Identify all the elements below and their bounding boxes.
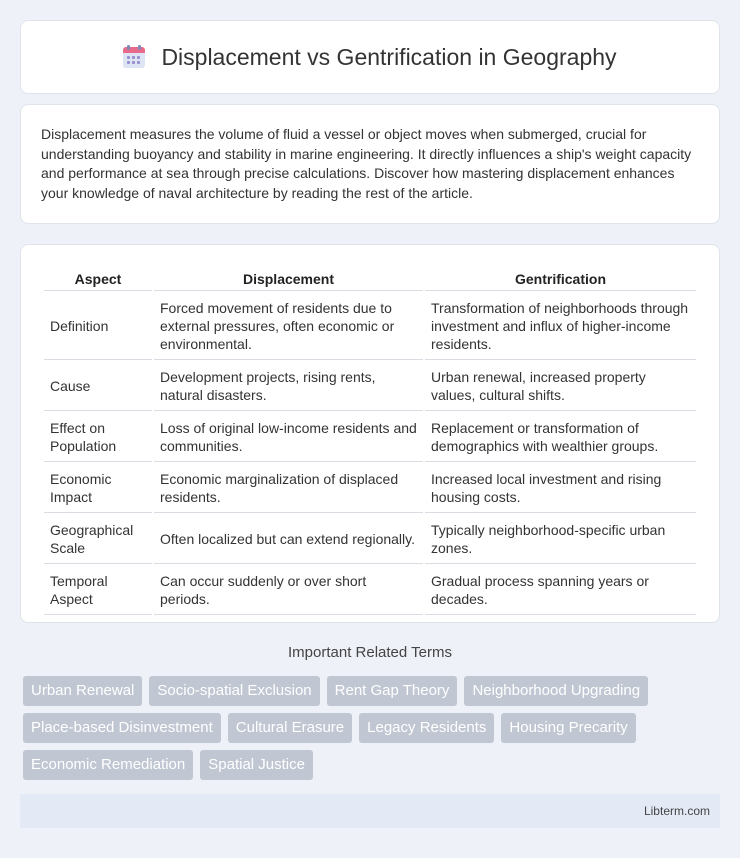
aspect-cell: Temporal Aspect [44,566,152,615]
related-terms-title: Important Related Terms [288,644,452,661]
related-term-tag[interactable]: Housing Precarity [501,713,635,743]
related-term-tag[interactable]: Socio-spatial Exclusion [149,676,319,706]
related-term-tag[interactable]: Rent Gap Theory [327,676,458,706]
header-aspect: Aspect [44,267,152,291]
related-term-tag[interactable]: Economic Remediation [23,750,193,780]
displacement-cell: Economic marginalization of displaced residents. [154,464,423,513]
table-row [44,464,696,513]
page-title: Displacement vs Gentrification in Geography [161,43,617,70]
gentrification-cell: Replacement or transformation of demographics with wealthier groups. [425,413,696,462]
calendar-icon [123,45,145,69]
table-row [44,515,696,564]
displacement-cell: Loss of original low-income residents and communities. [154,413,423,462]
table-row [44,413,696,462]
comparison-table-card [20,244,720,623]
gentrification-cell: Transformation of neighborhoods through investment and influx of higher-income residents. [425,293,696,360]
displacement-cell: Can occur suddenly or over short periods. [154,566,423,615]
aspect-cell: Definition [44,293,152,360]
gentrification-cell: Increased local investment and rising housing costs. [425,464,696,513]
intro-text: Displacement measures the volume of fluid a vessel or object moves when submerged, crucial for understanding buoyancy and stability in marine engineering. It directly influences a ship's weight capacity and performance at sea through precise calculations. Discover how mastering displacement enhances your knowledge of naval architecture by reading the rest of the article. [41,126,692,201]
displacement-cell: Forced movement of residents due to external pressures, often economic or environmental. [154,293,423,360]
table-row [44,362,696,411]
related-term-tag[interactable]: Legacy Residents [359,713,494,743]
gentrification-cell: Typically neighborhood-specific urban zones. [425,515,696,564]
footer-brand[interactable]: Libterm.com [643,804,710,818]
aspect-cell: Cause [44,362,152,411]
table-header-row [44,267,696,291]
title-card [20,20,720,94]
related-term-tag[interactable]: Neighborhood Upgrading [464,676,648,706]
header-displacement: Displacement [154,267,423,291]
related-term-tag[interactable]: Spatial Justice [200,750,313,780]
aspect-cell: Economic Impact [44,464,152,513]
table-row [44,566,696,615]
related-term-tag[interactable]: Urban Renewal [23,676,142,706]
footer [20,794,720,828]
intro-card [20,104,720,224]
gentrification-cell: Urban renewal, increased property values, cultural shifts. [425,362,696,411]
comparison-table [42,265,698,617]
table-row [44,293,696,360]
header-gentrification: Gentrification [425,267,696,291]
aspect-cell: Effect on Population [44,413,152,462]
gentrification-cell: Gradual process spanning years or decades. [425,566,696,615]
related-term-tag[interactable]: Cultural Erasure [228,713,352,743]
related-terms-list [23,676,723,780]
displacement-cell: Development projects, rising rents, natural disasters. [154,362,423,411]
displacement-cell: Often localized but can extend regionally. [154,515,423,564]
related-term-tag[interactable]: Place-based Disinvestment [23,713,221,743]
aspect-cell: Geographical Scale [44,515,152,564]
